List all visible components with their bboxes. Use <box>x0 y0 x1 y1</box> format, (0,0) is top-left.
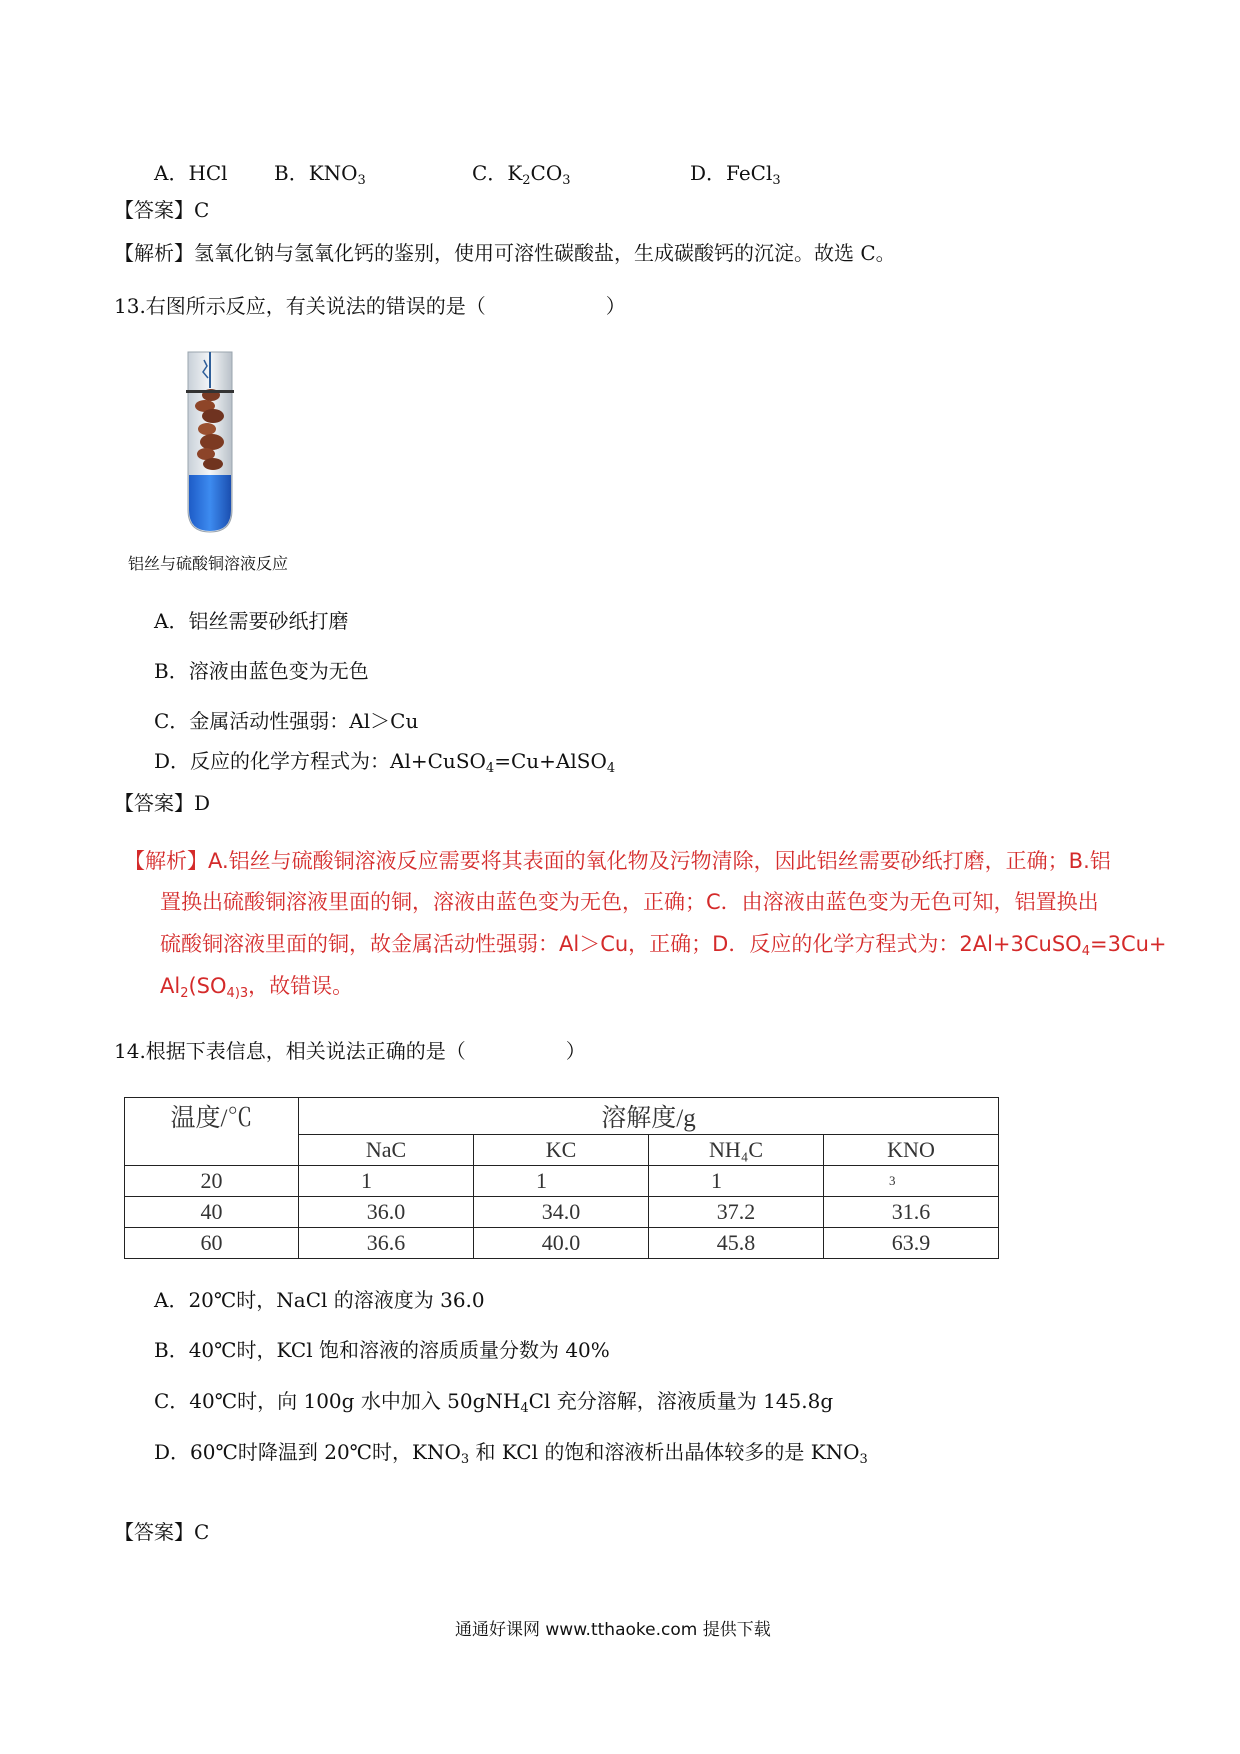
table-row <box>125 1228 999 1259</box>
column-header: KNO <box>824 1135 999 1166</box>
q12-option-c-formula: K <box>507 161 523 185</box>
q12-option-d-label: D． <box>690 161 727 185</box>
q12-option-c-label: C． <box>472 161 508 185</box>
q13-option-a: A．铝丝需要砂纸打磨 <box>154 609 349 633</box>
q13-option-d-text: D．反应的化学方程式为：Al+CuSO <box>154 749 486 773</box>
q13-analysis-line-3-text: 硫酸铜溶液里面的铜，故金属活动性强弱：Al＞Cu，正确；D．反应的化学方程式为：2Al+3CuSO <box>160 932 1082 956</box>
column-header: NaC <box>299 1135 474 1166</box>
q13-analysis-line-4-sub2: 4 <box>226 986 235 1001</box>
q12-option-c-formula2: CO <box>530 161 563 185</box>
q14-option-c <box>154 1389 833 1417</box>
q13-answer: 【答案】D <box>114 791 211 815</box>
q13-analysis-line-4 <box>160 974 353 1002</box>
q13-option-d-sub2: 4 <box>606 761 616 776</box>
value-cell: 1 <box>299 1166 474 1197</box>
q13-analysis-line-4-mid: (SO <box>188 974 227 998</box>
q12-option-c-sub1: 2 <box>522 173 531 188</box>
solubility-table <box>124 1097 999 1259</box>
page-footer: 通通好课网 www.tthaoke.com 提供下载 <box>455 1620 771 1640</box>
value-cell: 36.6 <box>299 1228 474 1259</box>
q13-analysis-line-4-sub1: 2 <box>180 986 189 1001</box>
q12-answer: 【答案】C <box>114 198 210 222</box>
q12-option-b-label: B． <box>274 161 309 185</box>
test-tube-figure <box>180 350 240 535</box>
q13-analysis-line-4-text: Al <box>160 974 181 998</box>
q13-option-b: B．溶液由蓝色变为无色 <box>154 659 369 683</box>
q14-option-b: B．40℃时，KCl 饱和溶液的溶质质量分数为 40% <box>154 1338 610 1362</box>
q13-option-d <box>154 749 615 777</box>
q12-option-d <box>690 161 781 189</box>
value-cell: 1 <box>474 1166 649 1197</box>
column-header: NH₄C <box>649 1135 824 1166</box>
q13-analysis-line-3-sub: 4 <box>1081 944 1090 959</box>
q13-analysis-line-3 <box>160 932 1167 960</box>
value-cell: 45.8 <box>649 1228 824 1259</box>
q14-option-c-post: Cl 充分溶解，溶液质量为 145.8g <box>528 1389 834 1413</box>
value-cell: 34.0 <box>474 1197 649 1228</box>
figure-caption: 铝丝与硫酸铜溶液反应 <box>128 554 289 573</box>
table-row <box>125 1197 999 1228</box>
q14-question: 14.根据下表信息，相关说法正确的是（ ） <box>114 1039 586 1063</box>
q13-analysis-line-1: 【解析】A.铝丝与硫酸铜溶液反应需要将其表面的氧化物及污物清除，因此铝丝需要砂纸打磨，正确；B.铝 <box>124 849 1111 873</box>
value-cell: 3 <box>824 1166 999 1197</box>
q14-option-c-text: C．40℃时，向 100g 水中加入 50gNH <box>154 1389 521 1413</box>
temp-cell: 40 <box>125 1197 299 1228</box>
q14-option-d-sub2: 3 <box>859 1452 868 1467</box>
q12-option-b-sub: 3 <box>357 173 366 188</box>
q13-analysis-line-3-post: =3Cu+ <box>1089 932 1167 956</box>
q13-option-d-mid: =Cu+AlSO <box>494 749 607 773</box>
table-row <box>125 1166 999 1197</box>
q12-option-d-sub: 3 <box>772 173 781 188</box>
q12-option-c-sub2: 3 <box>562 173 571 188</box>
q12-option-b <box>274 161 366 189</box>
q13-question: 13.右图所示反应，有关说法的错误的是（ ） <box>114 294 626 318</box>
solubility-header: 溶解度/g <box>299 1098 999 1135</box>
q12-option-d-formula: FeCl <box>726 161 773 185</box>
temp-cell: 20 <box>125 1166 299 1197</box>
value-cell: 1 <box>649 1166 824 1197</box>
q13-analysis-line-4-sub3: )3 <box>234 986 249 1001</box>
q14-option-a: A．20℃时，NaCl 的溶液度为 36.0 <box>154 1288 485 1312</box>
temp-cell: 60 <box>125 1228 299 1259</box>
q12-analysis: 【解析】氢氧化钠与氢氧化钙的鉴别，使用可溶性碳酸盐，生成碳酸钙的沉淀。故选 C。 <box>114 241 896 265</box>
temp-header: 温度/℃ <box>125 1098 299 1166</box>
q13-analysis-line-4-post: ，故错误。 <box>248 974 354 998</box>
q14-option-d-text: D．60℃时降温到 20℃时，KNO <box>154 1440 461 1464</box>
value-cell: 40.0 <box>474 1228 649 1259</box>
q12-option-a: A．HCl <box>154 161 228 185</box>
table-header-row <box>125 1098 999 1135</box>
q13-analysis-line-2: 置换出硫酸铜溶液里面的铜，溶液由蓝色变为无色，正确；C．由溶液由蓝色变为无色可知，铝置换出 <box>160 890 1099 914</box>
column-header: KC <box>474 1135 649 1166</box>
value-cell: 37.2 <box>649 1197 824 1228</box>
q14-option-d-mid: 和 KCl 的饱和溶液析出晶体较多的是 KNO <box>469 1440 860 1464</box>
q14-option-d <box>154 1440 868 1468</box>
q14-answer: 【答案】C <box>114 1520 210 1544</box>
value-cell: 36.0 <box>299 1197 474 1228</box>
q14-option-d-sub1: 3 <box>460 1452 470 1467</box>
value-cell: 63.9 <box>824 1228 999 1259</box>
q12-option-b-formula: KNO <box>308 161 358 185</box>
q14-option-c-sub: 4 <box>520 1401 529 1416</box>
value-cell: 31.6 <box>824 1197 999 1228</box>
q13-option-c: C．金属活动性强弱：Al＞Cu <box>154 709 419 733</box>
q12-option-c <box>472 161 571 189</box>
q13-option-d-sub1: 4 <box>485 761 495 776</box>
